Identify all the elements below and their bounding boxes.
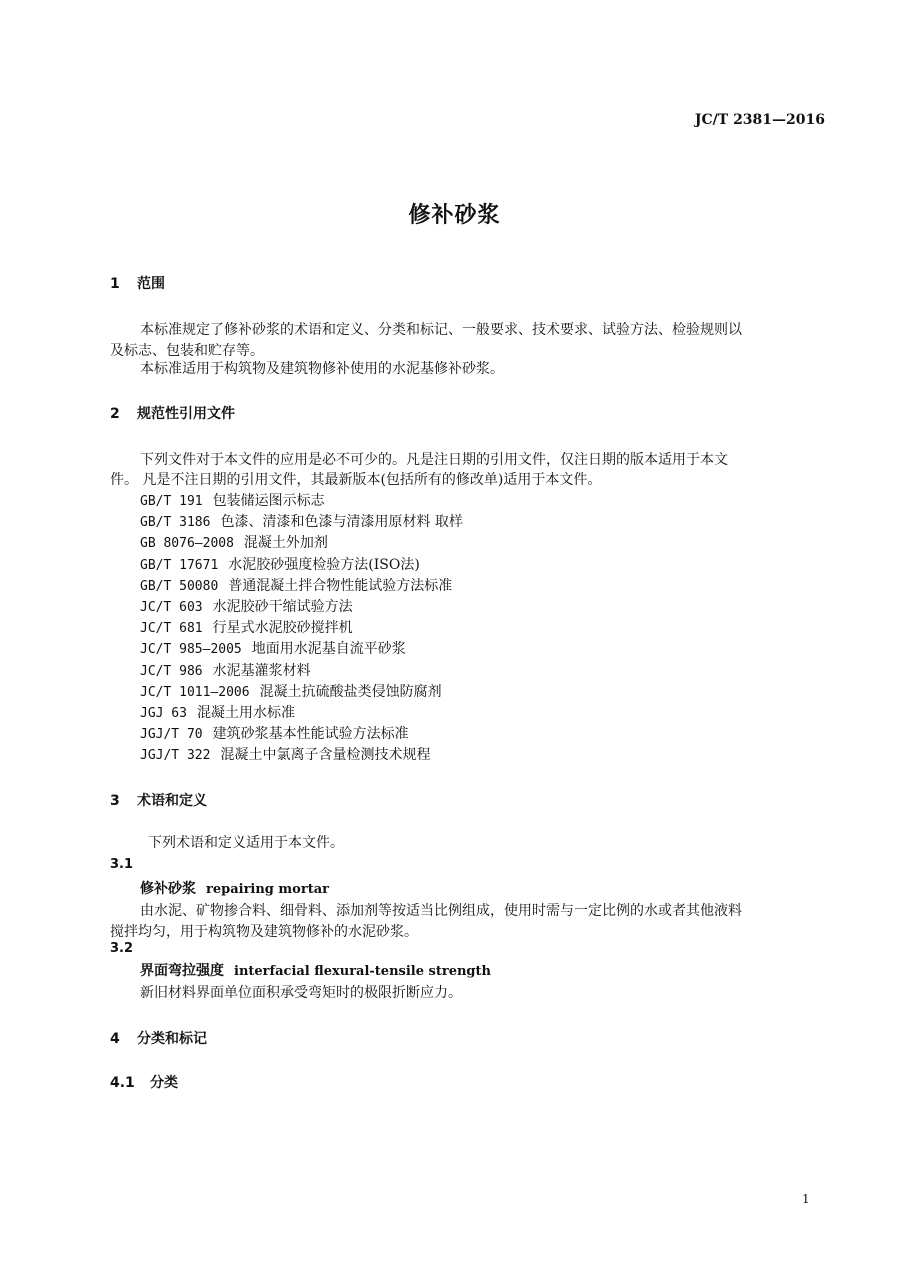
scope-paragraph-2: 本标准适用于构筑物及建筑物修补使用的水泥基修补砂浆。 bbox=[140, 361, 504, 377]
reference-code: JGJ/T 70 bbox=[140, 727, 203, 743]
reference-title: 水泥基灌浆材料 bbox=[212, 662, 311, 679]
reference-item bbox=[140, 681, 442, 701]
reference-code: GB 8076—2008 bbox=[140, 536, 234, 552]
section-number: 1 bbox=[110, 276, 120, 292]
reference-code: GB/T 17671 bbox=[140, 557, 219, 573]
reference-code: GB/T 3186 bbox=[140, 515, 211, 531]
reference-item bbox=[140, 744, 430, 764]
reference-item bbox=[140, 575, 452, 595]
term-english: repairing mortar bbox=[206, 882, 329, 897]
reference-title: 普通混凝土拌合物性能试验方法标准 bbox=[228, 577, 453, 594]
section-number: 4 bbox=[110, 1031, 120, 1047]
reference-code: JC/T 985—2005 bbox=[140, 642, 242, 658]
reference-title: 混凝土抗硫酸盐类侵蚀防腐剂 bbox=[259, 683, 442, 700]
reference-item bbox=[140, 723, 409, 743]
page-title: 修补砂浆 bbox=[408, 203, 501, 228]
reference-title: 混凝土用水标准 bbox=[196, 705, 295, 721]
reference-code: JGJ/T 322 bbox=[140, 748, 211, 764]
reference-item bbox=[140, 617, 353, 637]
section-heading-classification bbox=[110, 1028, 207, 1048]
term-number: 3.1 bbox=[110, 857, 134, 872]
page-number: 1 bbox=[802, 1192, 810, 1206]
section-heading-terms bbox=[110, 790, 207, 810]
term-chinese: 修补砂浆 bbox=[140, 881, 196, 897]
reference-title: 地面用水泥基自流平砂浆 bbox=[251, 641, 406, 658]
subsection-heading-classification bbox=[110, 1072, 178, 1092]
reference-item bbox=[140, 596, 353, 616]
section-title: 规范性引用文件 bbox=[137, 406, 235, 422]
reference-item bbox=[140, 511, 463, 531]
term-chinese: 界面弯拉强度 bbox=[140, 963, 224, 979]
section-number: 4.1 bbox=[110, 1075, 135, 1091]
term-number: 3.2 bbox=[110, 941, 134, 956]
term-heading bbox=[140, 878, 329, 898]
reference-code: JC/T 681 bbox=[140, 621, 203, 637]
section-number: 2 bbox=[110, 406, 120, 422]
term-definition-line-1: 由水泥、矿物掺合料、细骨料、添加剂等按适当比例组成，使用时需与一定比例的水或者其他液料 bbox=[140, 903, 742, 919]
reference-title: 行星式水泥胶砂搅拌机 bbox=[212, 620, 353, 637]
reference-item bbox=[140, 490, 325, 510]
section-title: 术语和定义 bbox=[137, 793, 207, 809]
normative-intro-line-1: 下列文件对于本文件的应用是必不可少的。凡是注日期的引用文件，仅注日期的版本适用于本文 bbox=[140, 452, 728, 468]
reference-title: 色漆、清漆和色漆与清漆用原材料 取样 bbox=[220, 514, 463, 531]
reference-title: 水泥胶砂强度检验方法(ISO法) bbox=[228, 556, 420, 573]
section-heading-normative-references bbox=[110, 403, 235, 423]
reference-title: 建筑砂浆基本性能试验方法标准 bbox=[212, 726, 409, 743]
reference-item bbox=[140, 554, 420, 574]
term-heading bbox=[140, 960, 491, 980]
reference-code: GB/T 50080 bbox=[140, 578, 219, 594]
section-title: 分类和标记 bbox=[137, 1031, 207, 1047]
normative-intro-line-2: 件。 凡是不注日期的引用文件，其最新版本(包括所有的修改单)适用于本文件。 bbox=[110, 472, 602, 488]
scope-paragraph-1-line-2: 及标志、包装和贮存等。 bbox=[110, 343, 264, 359]
reference-title: 混凝土中氯离子含量检测技术规程 bbox=[220, 747, 431, 764]
reference-title: 包装储运图示标志 bbox=[212, 493, 325, 509]
reference-code: JC/T 1011—2006 bbox=[140, 684, 250, 700]
reference-item bbox=[140, 638, 406, 658]
section-title: 分类 bbox=[150, 1075, 178, 1091]
reference-code: GB/T 191 bbox=[140, 494, 203, 509]
terms-intro: 下列术语和定义适用于本文件。 bbox=[148, 835, 344, 851]
reference-code: JC/T 986 bbox=[140, 663, 203, 679]
section-number: 3 bbox=[110, 793, 120, 809]
term-definition: 新旧材料界面单位面积承受弯矩时的极限折断应力。 bbox=[140, 985, 462, 1001]
term-definition-line-2: 搅拌均匀，用于构筑物及建筑物修补的水泥砂浆。 bbox=[110, 924, 418, 940]
reference-title: 水泥胶砂干缩试验方法 bbox=[212, 599, 353, 615]
reference-code: JGJ 63 bbox=[140, 706, 187, 721]
reference-item bbox=[140, 532, 328, 552]
section-title: 范围 bbox=[137, 276, 165, 292]
scope-paragraph-1-line-1: 本标准规定了修补砂浆的术语和定义、分类和标记、一般要求、技术要求、试验方法、检验规则以 bbox=[140, 322, 742, 338]
section-heading-scope bbox=[110, 273, 165, 293]
reference-item bbox=[140, 702, 295, 722]
document-code: JC/T 2381—2016 bbox=[694, 112, 825, 128]
reference-code: JC/T 603 bbox=[140, 600, 203, 615]
reference-title: 混凝土外加剂 bbox=[243, 535, 328, 552]
term-english: interfacial flexural-tensile strength bbox=[234, 964, 491, 979]
reference-item bbox=[140, 660, 311, 680]
